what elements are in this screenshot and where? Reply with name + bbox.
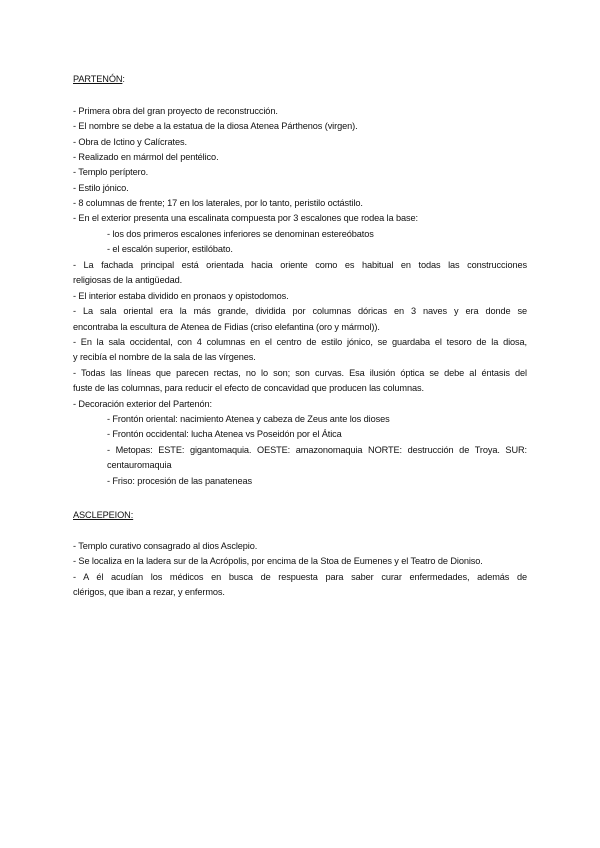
- partenon-line-3: - Obra de Ictino y Calícrates.: [73, 137, 187, 147]
- partenon-line-5: - Templo períptero.: [73, 167, 149, 177]
- partenon-subline-1: - los dos primeros escalones inferiores se denominan estereóbatos: [107, 229, 374, 239]
- asclepeion-title: ASCLEPEION:: [73, 510, 134, 520]
- partenon-line-10: - El interior estaba dividido en pronaos y opistodomos.: [73, 291, 289, 301]
- partenon-line-8: - En el exterior presenta una escalinata compuesta por 3 escalones que rodea la base:: [73, 213, 418, 223]
- partenon-title: PARTENÓN: [73, 74, 123, 84]
- partenon-line-9a: - La fachada principal está orientada hacia oriente como es habitual en todas las construcciones: [73, 260, 527, 270]
- decoracion-item-3b: centauromaquia: [107, 460, 172, 470]
- asclepeion-heading: [73, 508, 527, 523]
- partenon-line-14: - Decoración exterior del Partenón:: [73, 399, 212, 409]
- asclepeion-line-1: - Templo curativo consagrado al dios Asclepio.: [73, 541, 258, 551]
- partenon-line-13b: fuste de las columnas, para reducir el efecto de concavidad que producen las columnas.: [73, 383, 424, 393]
- asclepeion-line-2: - Se localiza en la ladera sur de la Acrópolis, por encima de la Stoa de Eumenes y el Teatro de Dioniso.: [73, 556, 483, 566]
- decoracion-item-2: - Frontón occidental: lucha Atenea vs Poseidón por el Ática: [107, 429, 342, 439]
- partenon-line-4: - Realizado en mármol del pentélico.: [73, 152, 219, 162]
- partenon-line-2: - El nombre se debe a la estatua de la diosa Atenea Párthenos (virgen).: [73, 121, 358, 131]
- partenon-heading: [73, 72, 527, 87]
- asclepeion-line-3b: clérigos, que iban a rezar, y enfermos.: [73, 587, 225, 597]
- partenon-line-13a: - Todas las líneas que parecen rectas, no lo son; son curvas. Esa ilusión óptica se debe al éntasis del: [73, 368, 527, 378]
- decoracion-item-1: - Frontón oriental: nacimiento Atenea y cabeza de Zeus ante los dioses: [107, 414, 390, 424]
- partenon-line-7: - 8 columnas de frente; 17 en los laterales, por lo tanto, peristilo octástilo.: [73, 198, 363, 208]
- partenon-line-12a: - En la sala occidental, con 4 columnas en el centro de estilo jónico, se guardaba el tesoro de la diosa,: [73, 337, 527, 347]
- partenon-line-1: - Primera obra del gran proyecto de reconstrucción.: [73, 106, 278, 116]
- partenon-line-9b: religiosas de la antigüedad.: [73, 275, 183, 285]
- decoracion-item-4: - Friso: procesión de las panateneas: [107, 476, 253, 486]
- partenon-line-11b: encontraba la escultura de Atenea de Fidias (criso elefantina (oro y mármol)).: [73, 322, 380, 332]
- partenon-subline-2: - el escalón superior, estilóbato.: [107, 244, 233, 254]
- asclepeion-line-3a: - A él acudían los médicos en busca de respuesta para saber curar enfermedades, además de: [73, 572, 527, 582]
- partenon-line-11a: - La sala oriental era la más grande, dividida por columnas dóricas en 3 naves y era donde se: [73, 306, 527, 316]
- decoracion-item-3a: - Metopas: ESTE: gigantomaquia. OESTE: amazonomaquia NORTE: destrucción de Troya. SUR:: [107, 445, 527, 455]
- partenon-line-12b: y recibía el nombre de la sala de las vírgenes.: [73, 352, 256, 362]
- partenon-title-colon: :: [122, 74, 125, 84]
- partenon-line-6: - Estilo jónico.: [73, 183, 129, 193]
